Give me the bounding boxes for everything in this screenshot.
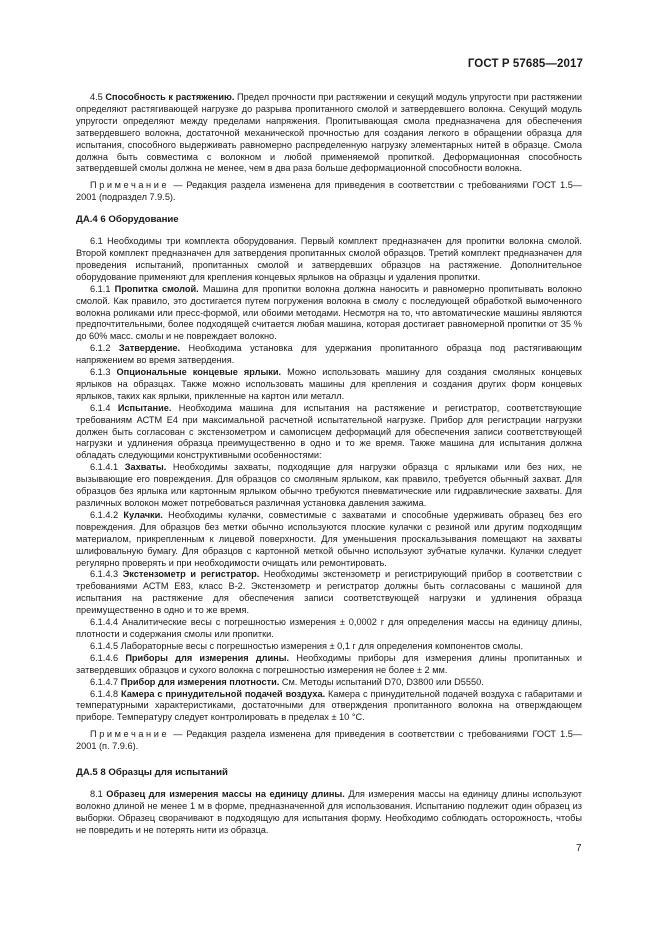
note-1: Примечание — Редакция раздела изменена для приведения в соответствии с требованиями ГОСТ 1.5—2001 (подраздел 7.9.5). bbox=[76, 180, 582, 203]
clause-6-1-4-7: 6.1.4.7 Прибор для измерения плотности. См. Методы испытаний D70, D3800 или D5550. bbox=[90, 676, 484, 687]
clause-6-1-1: 6.1.1 Пропитка смолой. Машина для пропитки волокна должна наносить и равномерно пропитывать волокно смолой. Как правило, это достигается путем погружения волокна в смолу с последующей обработкой вымоченного волокна роликами или пресс-формой, или обоими методами. Несмотря на то, что автоматические машины являются предпочтительными, более подходящей считается любая машина, которая достигает равномерной пропитки от 35 % до 60% масс. смолы и не повреждает волокно. bbox=[76, 283, 582, 342]
clause-6-1-2: 6.1.2 Затвердение. Необходима установка для удержания пропитанного образца под растягивающим напряжением во время затвердения. bbox=[76, 343, 582, 366]
clause-6-1-4-1: 6.1.4.1 Захваты. Необходимы захваты, подходящие для нагрузки образца с ярлыками или без них, не вызывающие его повреждения. Для образцов со смоляным ярлыком, как правило, требуется обычный захват. Для образцов без ярлыка или картонным ярлыком обычно требуются пневматические или гидравлические захваты. Для различных волокон может потребоваться различная установка давления зажима. bbox=[76, 462, 582, 508]
clause-4-5: 4.5 Способность к растяжению. Предел прочности при растяжении и секущий модуль упругости при растяжении определяют растягивающей нагрузке до разрыва пропитанного смолой и затвердевшего волокна. Секущий модуль упругости определяют между пределами напряжения. Пропитывающая смола предназначена для обеспечения затвердевшего волокна, достаточной механической прочностью для создания легкого в обращении образца для испытания, способного выдерживать равномерно распределенную нагрузку элементарных нитей в образце. Смола должна быть совместима с волокном и любой применяемой пропиткой. Деформационная способность затвердевшей смолы должна не менее, чем в два раза больше деформационной способности волокна. bbox=[76, 92, 582, 174]
section-heading-da5: ДА.5 8 Образцы для испытаний bbox=[76, 767, 228, 779]
note-label: Примечание bbox=[90, 180, 170, 191]
clause-6-1-4-5: 6.1.4.5 Лабораторные весы с погрешностью измерения ± 0,1 г для определения компонентов смолы. bbox=[90, 640, 524, 651]
note-label: Примечание bbox=[90, 729, 170, 740]
clause-6-1-4-6: 6.1.4.6 Приборы для измерения длины. Необходимы приборы для измерения длины пропитанных и затвердевших образцов и сухого волокна с погрешностью измерения не более ± 2 мм. bbox=[76, 652, 582, 675]
clause-6-1-4-2: 6.1.4.2 Кулачки. Необходимы кулачки, совместимые с захватами и способные удерживать образец без его повреждения. Для образцов без метки обычно используются плоские кулачки с резиной или другим подходящим материалом, прикрепленным к лицевой поверхности. Для уменьшения проскальзывания помещают на захваты шлифовальную бумагу. Для образцов с картонной меткой обычно используют зубчатые кулачки. Кулачки следует регулярно проверять и при необходимости очищать или ремонтировать. bbox=[76, 509, 582, 568]
clause-6-1-3: 6.1.3 Опциональные концевые ярлыки. Можно использовать машину для создания смоляных концевых ярлыков на образцах. Также можно использовать машины для крепления и создания других форм концевых ярлыков, таких как ярлыки, прикленные на картон или металл. bbox=[76, 367, 582, 401]
note-2: Примечание — Редакция раздела изменена для приведения в соответствии с требованиями ГОСТ 1.5—2001 (п. 7.9.6). bbox=[76, 729, 582, 752]
page-number: 7 bbox=[576, 843, 582, 854]
clause-6-1-4-4: 6.1.4.4 Аналитические весы с погрешностью измерения ± 0,0002 г для определения массы на единицу длины, плотности и содержания смолы или пропитки. bbox=[76, 617, 582, 639]
page-body bbox=[76, 92, 582, 837]
clause-8-1: 8.1 Образец для измерения массы на единицу длины. Для измерения массы на единицу длины используют волокно длиной не менее 1 м в форме, предназначенной для использования. Испытанию подлежит один образец из выборки. Образец сворачивают в подходящую для испытания форму. Необходимо соблюдать осторожность, чтобы не повредить и не потерять нити из образца. bbox=[76, 788, 582, 835]
clause-6-1: 6.1 Необходимы три комплекта оборудования. Первый комплект предназначен для пропитки волокна смолой. Второй комплект предназначен для затвердения пропитанных смолой образцов. Третий комплект предназначен для проведения испытаний, пропитанных смолой и затвердевших образцов на растяжение. Дополнительное оборудование применяют для крепления концевых ярлыков на образцы и удаления пропитки. bbox=[76, 236, 582, 282]
document-code: ГОСТ Р 57685—2017 bbox=[467, 58, 583, 70]
section-heading-da4: ДА.4 6 Оборудование bbox=[76, 214, 179, 226]
clause-6-1-4: 6.1.4 Испытание. Необходима машина для испытания на растяжение и регистратор, соответствующие требованиям АСТМ Е4 при максимальной расчетной испытательной нагрузке. Прибор для регистрации нагрузки должен быть согласован с экстензометром и самописцем деформаций для обеспечения записи соответствующей нагрузки и удлинения образца преимущественно в одно и то же время. Также машина для испытания должна обладать следующими конструктивными особенностями: bbox=[76, 402, 582, 461]
clause-6-1-4-3: 6.1.4.3 Экстензометр и регистратор. Необходимы экстензометр и регистрирующий прибор в соответствии с требованиями АСТМ Е83, класс В-2. Экстензометр и регистратор должны быть согласованы с машиной для испытания на растяжение для обеспечения записи соответствующей нагрузки и удлинения образца преимущественно в одно и то же время. bbox=[76, 569, 582, 616]
clause-6-1-4-8: 6.1.4.8 Камера с принудительной подачей воздуха. Камера с принудительной подачей воздуха с габаритами и температурными характеристиками, достаточными для отверждения пропитанного волокна на отверждающем приборе. Температуру следует контролировать в пределах ± 10 °С. bbox=[76, 688, 582, 723]
